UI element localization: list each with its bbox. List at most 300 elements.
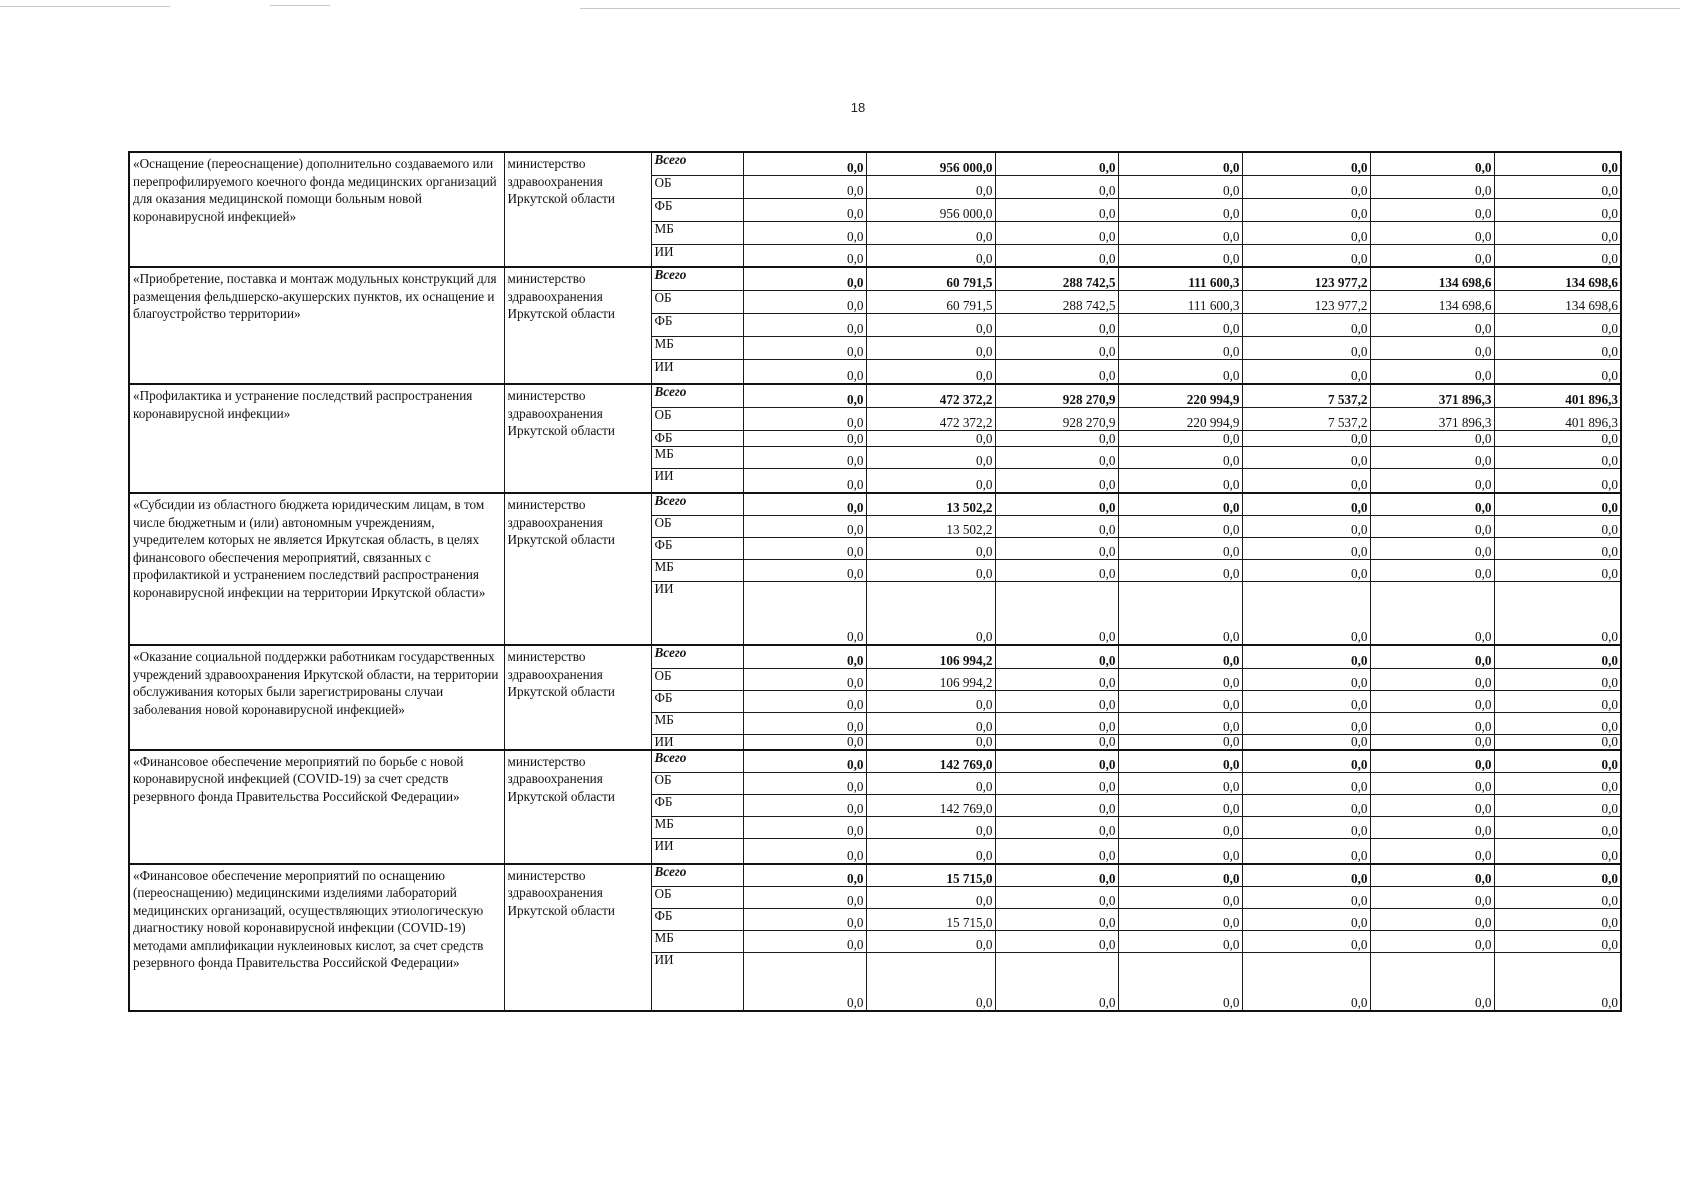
amount-cell: 0,0 (995, 931, 1118, 953)
amount-cell: 928 270,9 (995, 384, 1118, 407)
amount-cell: 0,0 (995, 244, 1118, 267)
amount-cell: 0,0 (866, 887, 995, 909)
funding-source: ФБ (651, 430, 743, 446)
amount-cell: 0,0 (1370, 313, 1494, 336)
amount-cell: 0,0 (866, 446, 995, 468)
amount-cell: 106 994,2 (866, 668, 995, 690)
funding-source: ОБ (651, 773, 743, 795)
amount-cell: 0,0 (1494, 493, 1621, 515)
amount-cell: 0,0 (995, 313, 1118, 336)
amount-cell: 956 000,0 (866, 152, 995, 175)
amount-cell: 0,0 (866, 817, 995, 839)
amount-cell: 0,0 (743, 773, 866, 795)
amount-cell: 0,0 (1370, 839, 1494, 864)
amount-cell: 0,0 (1242, 537, 1370, 559)
amount-cell: 0,0 (1118, 839, 1242, 864)
amount-cell: 0,0 (1370, 734, 1494, 750)
amount-cell: 0,0 (1494, 430, 1621, 446)
amount-cell: 134 698,6 (1494, 290, 1621, 313)
amount-cell: 0,0 (1242, 734, 1370, 750)
funding-source: ОБ (651, 515, 743, 537)
amount-cell: 0,0 (1118, 152, 1242, 175)
amount-cell: 0,0 (743, 537, 866, 559)
funding-source: МБ (651, 559, 743, 581)
amount-cell: 0,0 (1370, 515, 1494, 537)
amount-cell: 0,0 (1242, 909, 1370, 931)
page-number: 18 (850, 100, 866, 115)
funding-source: ОБ (651, 175, 743, 198)
amount-cell: 0,0 (1118, 953, 1242, 1011)
amount-cell: 0,0 (995, 668, 1118, 690)
amount-cell: 0,0 (743, 559, 866, 581)
amount-cell: 0,0 (1118, 313, 1242, 336)
amount-cell: 0,0 (1242, 198, 1370, 221)
table-row-total (129, 267, 1621, 290)
budget-table (128, 151, 1622, 1012)
amount-cell: 0,0 (743, 909, 866, 931)
amount-cell: 0,0 (743, 668, 866, 690)
amount-cell: 0,0 (743, 817, 866, 839)
amount-cell: 0,0 (1242, 668, 1370, 690)
amount-cell: 0,0 (743, 175, 866, 198)
amount-cell: 0,0 (743, 267, 866, 290)
amount-cell: 0,0 (995, 953, 1118, 1011)
amount-cell: 0,0 (1118, 581, 1242, 645)
amount-cell: 142 769,0 (866, 795, 995, 817)
amount-cell: 0,0 (1118, 244, 1242, 267)
amount-cell: 13 502,2 (866, 515, 995, 537)
amount-cell: 0,0 (743, 515, 866, 537)
amount-cell: 15 715,0 (866, 909, 995, 931)
funding-source: ИИ (651, 468, 743, 493)
amount-cell: 472 372,2 (866, 407, 995, 430)
amount-cell: 0,0 (1118, 198, 1242, 221)
amount-cell: 0,0 (995, 750, 1118, 773)
amount-cell: 0,0 (1494, 734, 1621, 750)
amount-cell: 0,0 (1242, 887, 1370, 909)
amount-cell: 0,0 (743, 690, 866, 712)
executor: министерство здравоохранения Иркутской области (504, 645, 651, 750)
amount-cell: 0,0 (1242, 221, 1370, 244)
event-name: «Профилактика и устранение последствий распространения коронавирусной инфекции» (129, 384, 504, 493)
amount-cell: 0,0 (995, 336, 1118, 359)
amount-cell: 0,0 (995, 864, 1118, 887)
amount-cell: 0,0 (1370, 581, 1494, 645)
amount-cell: 0,0 (866, 734, 995, 750)
table-row-total (129, 645, 1621, 668)
amount-cell: 0,0 (1118, 515, 1242, 537)
funding-source: ИИ (651, 359, 743, 384)
amount-cell: 0,0 (1494, 559, 1621, 581)
amount-cell: 0,0 (1118, 493, 1242, 515)
amount-cell: 0,0 (1494, 668, 1621, 690)
amount-cell: 0,0 (866, 468, 995, 493)
amount-cell: 0,0 (1242, 175, 1370, 198)
amount-cell: 0,0 (743, 839, 866, 864)
funding-source: ФБ (651, 909, 743, 931)
funding-source: ФБ (651, 198, 743, 221)
amount-cell: 111 600,3 (1118, 290, 1242, 313)
amount-cell: 0,0 (1242, 795, 1370, 817)
amount-cell: 0,0 (1242, 493, 1370, 515)
amount-cell: 0,0 (743, 887, 866, 909)
amount-cell: 0,0 (1494, 537, 1621, 559)
amount-cell: 0,0 (1118, 817, 1242, 839)
amount-cell: 0,0 (995, 817, 1118, 839)
amount-cell: 0,0 (1242, 931, 1370, 953)
amount-cell: 0,0 (1370, 887, 1494, 909)
amount-cell: 0,0 (1370, 446, 1494, 468)
amount-cell: 123 977,2 (1242, 290, 1370, 313)
funding-source: МБ (651, 817, 743, 839)
amount-cell: 0,0 (1242, 430, 1370, 446)
amount-cell: 0,0 (1118, 537, 1242, 559)
amount-cell: 0,0 (1118, 559, 1242, 581)
amount-cell: 0,0 (1494, 887, 1621, 909)
amount-cell: 288 742,5 (995, 267, 1118, 290)
amount-cell: 0,0 (743, 313, 866, 336)
amount-cell: 111 600,3 (1118, 267, 1242, 290)
amount-cell: 0,0 (995, 175, 1118, 198)
amount-cell: 0,0 (1494, 581, 1621, 645)
amount-cell: 0,0 (1242, 750, 1370, 773)
amount-cell: 0,0 (743, 244, 866, 267)
funding-source: ФБ (651, 795, 743, 817)
amount-cell: 220 994,9 (1118, 384, 1242, 407)
amount-cell: 0,0 (743, 953, 866, 1011)
amount-cell: 0,0 (1370, 712, 1494, 734)
funding-source: ИИ (651, 734, 743, 750)
amount-cell: 0,0 (1494, 515, 1621, 537)
amount-cell: 0,0 (1118, 931, 1242, 953)
amount-cell: 0,0 (1118, 750, 1242, 773)
funding-source: МБ (651, 931, 743, 953)
amount-cell: 134 698,6 (1370, 267, 1494, 290)
table-row-total (129, 864, 1621, 887)
amount-cell: 0,0 (1370, 931, 1494, 953)
amount-cell: 0,0 (1370, 559, 1494, 581)
executor: министерство здравоохранения Иркутской области (504, 864, 651, 1011)
amount-cell: 0,0 (1494, 244, 1621, 267)
table-row-total (129, 493, 1621, 515)
amount-cell: 0,0 (1118, 336, 1242, 359)
amount-cell: 0,0 (995, 152, 1118, 175)
funding-source: Всего (651, 864, 743, 887)
table-row-total (129, 152, 1621, 175)
amount-cell: 371 896,3 (1370, 384, 1494, 407)
funding-source: ИИ (651, 839, 743, 864)
amount-cell: 0,0 (1370, 175, 1494, 198)
event-name: «Оснащение (переоснащение) дополнительно создаваемого или перепрофилируемого коечного фонда медицинских организаций для оказания медицинской помощи больным новой коронавирусной инфекцией» (129, 152, 504, 267)
amount-cell: 0,0 (1370, 750, 1494, 773)
amount-cell: 0,0 (995, 446, 1118, 468)
amount-cell: 0,0 (743, 931, 866, 953)
amount-cell: 0,0 (866, 559, 995, 581)
amount-cell: 0,0 (743, 384, 866, 407)
amount-cell: 0,0 (866, 336, 995, 359)
amount-cell: 0,0 (1242, 359, 1370, 384)
amount-cell: 0,0 (1118, 795, 1242, 817)
amount-cell: 0,0 (995, 690, 1118, 712)
funding-source: ФБ (651, 313, 743, 336)
amount-cell: 0,0 (866, 581, 995, 645)
amount-cell: 0,0 (743, 290, 866, 313)
event-name: «Субсидии из областного бюджета юридическим лицам, в том числе бюджетным и (или) автономным учреждениям, учредителем которых не является Иркутская область, в целях финансового обеспечения мероприятий, связанных с профилактикой и устранением последствий распространения коронавирусной инфекции на территории Иркутской области» (129, 493, 504, 645)
amount-cell: 0,0 (995, 581, 1118, 645)
amount-cell: 0,0 (1494, 645, 1621, 668)
amount-cell: 0,0 (866, 690, 995, 712)
amount-cell: 0,0 (995, 559, 1118, 581)
amount-cell: 0,0 (1494, 839, 1621, 864)
amount-cell: 0,0 (995, 734, 1118, 750)
amount-cell: 0,0 (1370, 244, 1494, 267)
amount-cell: 0,0 (1242, 712, 1370, 734)
amount-cell: 0,0 (995, 645, 1118, 668)
amount-cell: 0,0 (995, 468, 1118, 493)
funding-source: Всего (651, 152, 743, 175)
funding-source: ФБ (651, 537, 743, 559)
amount-cell: 0,0 (1118, 221, 1242, 244)
amount-cell: 0,0 (1118, 773, 1242, 795)
amount-cell: 0,0 (1370, 430, 1494, 446)
funding-source: ФБ (651, 690, 743, 712)
amount-cell: 0,0 (1242, 559, 1370, 581)
amount-cell: 0,0 (1494, 152, 1621, 175)
amount-cell: 0,0 (1494, 446, 1621, 468)
amount-cell: 7 537,2 (1242, 407, 1370, 430)
amount-cell: 0,0 (995, 198, 1118, 221)
amount-cell: 0,0 (1494, 795, 1621, 817)
amount-cell: 0,0 (1370, 221, 1494, 244)
amount-cell: 0,0 (1242, 313, 1370, 336)
table-row-total (129, 384, 1621, 407)
amount-cell: 0,0 (995, 773, 1118, 795)
amount-cell: 0,0 (1242, 244, 1370, 267)
amount-cell: 0,0 (866, 221, 995, 244)
amount-cell: 0,0 (743, 712, 866, 734)
funding-source: ИИ (651, 244, 743, 267)
amount-cell: 0,0 (1118, 887, 1242, 909)
amount-cell: 0,0 (1494, 864, 1621, 887)
amount-cell: 0,0 (1242, 645, 1370, 668)
amount-cell: 0,0 (743, 493, 866, 515)
amount-cell: 0,0 (1242, 817, 1370, 839)
amount-cell: 0,0 (1118, 734, 1242, 750)
funding-source: Всего (651, 750, 743, 773)
funding-source: ОБ (651, 407, 743, 430)
amount-cell: 0,0 (1494, 931, 1621, 953)
amount-cell: 0,0 (1118, 864, 1242, 887)
amount-cell: 472 372,2 (866, 384, 995, 407)
amount-cell: 0,0 (743, 407, 866, 430)
amount-cell: 0,0 (1494, 336, 1621, 359)
funding-source: ОБ (651, 668, 743, 690)
executor: министерство здравоохранения Иркутской области (504, 493, 651, 645)
amount-cell: 60 791,5 (866, 267, 995, 290)
amount-cell: 0,0 (1370, 336, 1494, 359)
amount-cell: 0,0 (743, 359, 866, 384)
amount-cell: 0,0 (1370, 690, 1494, 712)
amount-cell: 0,0 (866, 313, 995, 336)
amount-cell: 13 502,2 (866, 493, 995, 515)
amount-cell: 401 896,3 (1494, 384, 1621, 407)
amount-cell: 0,0 (866, 773, 995, 795)
amount-cell: 0,0 (1370, 773, 1494, 795)
amount-cell: 0,0 (1370, 864, 1494, 887)
amount-cell: 60 791,5 (866, 290, 995, 313)
amount-cell: 0,0 (1494, 773, 1621, 795)
amount-cell: 0,0 (1242, 581, 1370, 645)
funding-source: Всего (651, 267, 743, 290)
amount-cell: 0,0 (1118, 668, 1242, 690)
amount-cell: 0,0 (743, 446, 866, 468)
amount-cell: 0,0 (995, 795, 1118, 817)
amount-cell: 0,0 (1118, 712, 1242, 734)
amount-cell: 0,0 (866, 359, 995, 384)
amount-cell: 15 715,0 (866, 864, 995, 887)
amount-cell: 0,0 (1370, 645, 1494, 668)
amount-cell: 0,0 (1370, 817, 1494, 839)
amount-cell: 0,0 (1242, 152, 1370, 175)
amount-cell: 0,0 (743, 430, 866, 446)
amount-cell: 0,0 (1118, 468, 1242, 493)
funding-source: ИИ (651, 581, 743, 645)
amount-cell: 0,0 (1494, 175, 1621, 198)
amount-cell: 0,0 (1370, 493, 1494, 515)
amount-cell: 134 698,6 (1370, 290, 1494, 313)
amount-cell: 0,0 (1494, 690, 1621, 712)
amount-cell: 0,0 (743, 198, 866, 221)
amount-cell: 0,0 (866, 931, 995, 953)
amount-cell: 0,0 (743, 864, 866, 887)
amount-cell: 0,0 (995, 515, 1118, 537)
amount-cell: 928 270,9 (995, 407, 1118, 430)
amount-cell: 0,0 (743, 468, 866, 493)
funding-source: МБ (651, 221, 743, 244)
amount-cell: 371 896,3 (1370, 407, 1494, 430)
amount-cell: 0,0 (1118, 690, 1242, 712)
amount-cell: 0,0 (1494, 221, 1621, 244)
amount-cell: 123 977,2 (1242, 267, 1370, 290)
amount-cell: 0,0 (1118, 430, 1242, 446)
amount-cell: 0,0 (1242, 468, 1370, 493)
amount-cell: 0,0 (743, 336, 866, 359)
amount-cell: 0,0 (1494, 750, 1621, 773)
amount-cell: 0,0 (1494, 468, 1621, 493)
amount-cell: 106 994,2 (866, 645, 995, 668)
amount-cell: 0,0 (866, 953, 995, 1011)
amount-cell: 0,0 (743, 734, 866, 750)
amount-cell: 401 896,3 (1494, 407, 1621, 430)
amount-cell: 134 698,6 (1494, 267, 1621, 290)
amount-cell: 0,0 (866, 839, 995, 864)
amount-cell: 0,0 (1118, 446, 1242, 468)
amount-cell: 0,0 (1494, 817, 1621, 839)
amount-cell: 0,0 (1242, 446, 1370, 468)
amount-cell: 0,0 (995, 493, 1118, 515)
amount-cell: 0,0 (1494, 712, 1621, 734)
amount-cell: 0,0 (1370, 668, 1494, 690)
amount-cell: 142 769,0 (866, 750, 995, 773)
amount-cell: 0,0 (743, 795, 866, 817)
amount-cell: 0,0 (1370, 468, 1494, 493)
funding-source: МБ (651, 446, 743, 468)
amount-cell: 0,0 (866, 712, 995, 734)
amount-cell: 0,0 (1242, 773, 1370, 795)
executor: министерство здравоохранения Иркутской области (504, 152, 651, 267)
amount-cell: 0,0 (1118, 359, 1242, 384)
amount-cell: 0,0 (1242, 690, 1370, 712)
amount-cell: 7 537,2 (1242, 384, 1370, 407)
table-body (129, 152, 1621, 1011)
amount-cell: 0,0 (1494, 313, 1621, 336)
executor: министерство здравоохранения Иркутской области (504, 267, 651, 384)
executor: министерство здравоохранения Иркутской области (504, 384, 651, 493)
funding-source: ИИ (651, 953, 743, 1011)
funding-source: Всего (651, 493, 743, 515)
funding-source: МБ (651, 336, 743, 359)
amount-cell: 0,0 (995, 712, 1118, 734)
amount-cell: 0,0 (995, 359, 1118, 384)
amount-cell: 0,0 (743, 750, 866, 773)
amount-cell: 0,0 (1494, 909, 1621, 931)
funding-source: ОБ (651, 290, 743, 313)
amount-cell: 0,0 (866, 244, 995, 267)
amount-cell: 0,0 (1370, 909, 1494, 931)
amount-cell: 220 994,9 (1118, 407, 1242, 430)
amount-cell: 288 742,5 (995, 290, 1118, 313)
amount-cell: 0,0 (1494, 198, 1621, 221)
amount-cell: 0,0 (1370, 198, 1494, 221)
amount-cell: 0,0 (866, 175, 995, 198)
amount-cell: 0,0 (1118, 175, 1242, 198)
amount-cell: 0,0 (1242, 515, 1370, 537)
amount-cell: 0,0 (1370, 795, 1494, 817)
amount-cell: 0,0 (1370, 359, 1494, 384)
amount-cell: 0,0 (866, 537, 995, 559)
amount-cell: 956 000,0 (866, 198, 995, 221)
amount-cell: 0,0 (1370, 537, 1494, 559)
amount-cell: 0,0 (995, 430, 1118, 446)
event-name: «Финансовое обеспечение мероприятий по оснащению (переоснащению) медицинскими изделиями лабораторий медицинских организаций, осуществляющих этиологическую диагностику новой коронавирусной инфекции (COVID-19) методами амплификации нуклеиновых кислот, за счет средств резервного фонда Правительства Российской Федерации» (129, 864, 504, 1011)
amount-cell: 0,0 (995, 909, 1118, 931)
amount-cell: 0,0 (1118, 645, 1242, 668)
executor: министерство здравоохранения Иркутской области (504, 750, 651, 864)
amount-cell: 0,0 (1370, 953, 1494, 1011)
event-name: «Финансовое обеспечение мероприятий по борьбе с новой коронавирусной инфекцией (COVID-19) за счет средств резервного фонда Правительства Российской Федерации» (129, 750, 504, 864)
amount-cell: 0,0 (1494, 359, 1621, 384)
amount-cell: 0,0 (866, 430, 995, 446)
amount-cell: 0,0 (995, 221, 1118, 244)
amount-cell: 0,0 (743, 645, 866, 668)
amount-cell: 0,0 (995, 887, 1118, 909)
amount-cell: 0,0 (1242, 839, 1370, 864)
table-row-total (129, 750, 1621, 773)
funding-source: МБ (651, 712, 743, 734)
amount-cell: 0,0 (1494, 953, 1621, 1011)
amount-cell: 0,0 (1118, 909, 1242, 931)
amount-cell: 0,0 (1370, 152, 1494, 175)
amount-cell: 0,0 (743, 581, 866, 645)
funding-source: Всего (651, 384, 743, 407)
amount-cell: 0,0 (1242, 953, 1370, 1011)
funding-source: ОБ (651, 887, 743, 909)
funding-source: Всего (651, 645, 743, 668)
amount-cell: 0,0 (995, 839, 1118, 864)
event-name: «Приобретение, поставка и монтаж модульных конструкций для размещения фельдшерско-акушерских пунктов, их оснащение и благоустройство территории» (129, 267, 504, 384)
amount-cell: 0,0 (995, 537, 1118, 559)
amount-cell: 0,0 (1242, 864, 1370, 887)
